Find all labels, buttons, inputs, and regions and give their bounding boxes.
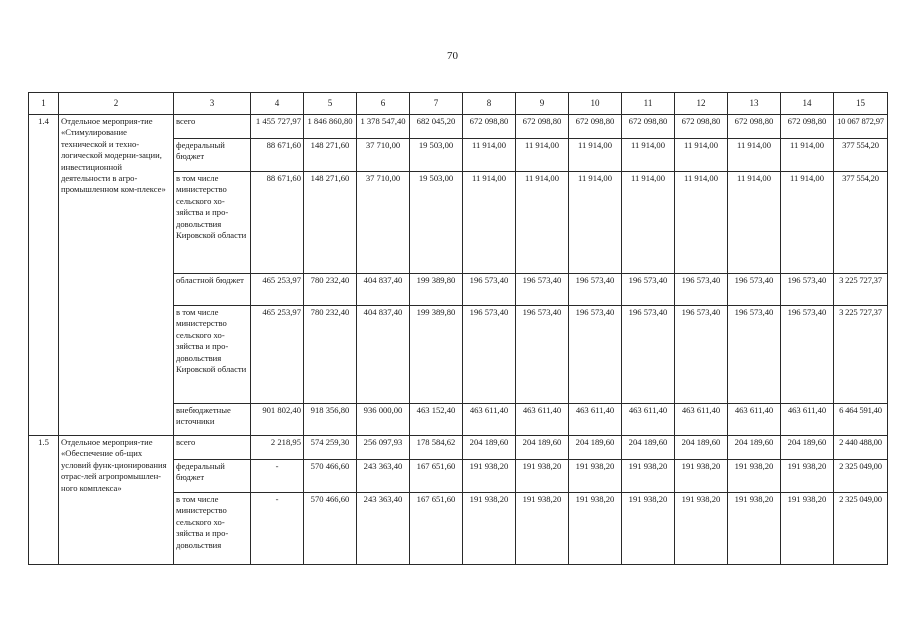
amount-cell: 148 271,60 bbox=[304, 172, 357, 274]
amount-cell: 204 189,60 bbox=[781, 436, 834, 460]
amount-cell: 191 938,20 bbox=[569, 493, 622, 565]
amount-cell: 463 611,40 bbox=[463, 404, 516, 436]
amount-cell: 196 573,40 bbox=[463, 306, 516, 404]
measure-code: 1.5 bbox=[29, 436, 59, 565]
amount-cell: 191 938,20 bbox=[622, 460, 675, 493]
amount-cell: 204 189,60 bbox=[463, 436, 516, 460]
amount-cell: 404 837,40 bbox=[357, 306, 410, 404]
amount-cell: 11 914,00 bbox=[622, 139, 675, 172]
amount-cell: 463 611,40 bbox=[622, 404, 675, 436]
amount-cell: 243 363,40 bbox=[357, 460, 410, 493]
amount-cell: 196 573,40 bbox=[781, 306, 834, 404]
amount-cell: 196 573,40 bbox=[675, 306, 728, 404]
amount-cell: 204 189,60 bbox=[675, 436, 728, 460]
amount-cell: 463 611,40 bbox=[675, 404, 728, 436]
table-row bbox=[29, 115, 888, 139]
header-cell: 4 bbox=[251, 93, 304, 115]
amount-cell: 37 710,00 bbox=[357, 139, 410, 172]
amount-cell: 11 914,00 bbox=[781, 139, 834, 172]
amount-cell: 574 259,30 bbox=[304, 436, 357, 460]
amount-cell: 1 846 860,80 bbox=[304, 115, 357, 139]
amount-cell: 570 466,60 bbox=[304, 460, 357, 493]
amount-cell: 1 455 727,97 bbox=[251, 115, 304, 139]
amount-cell: 2 325 049,00 bbox=[834, 460, 888, 493]
amount-cell: 465 253,97 bbox=[251, 306, 304, 404]
amount-cell: 196 573,40 bbox=[728, 274, 781, 306]
measure-description: Отдельное мероприя-тие «Стимулирование технической и техно-логической модерни-зации, инвестиционной деятельности в агро-промышленном ком-плексе» bbox=[59, 115, 174, 436]
header-cell: 10 bbox=[569, 93, 622, 115]
amount-cell: 11 914,00 bbox=[781, 172, 834, 274]
amount-cell: 11 914,00 bbox=[622, 172, 675, 274]
header-cell: 13 bbox=[728, 93, 781, 115]
page-number: 70 bbox=[447, 50, 458, 62]
amount-cell: 11 914,00 bbox=[675, 172, 728, 274]
amount-cell: 11 914,00 bbox=[728, 172, 781, 274]
amount-cell: 11 914,00 bbox=[516, 172, 569, 274]
funding-source: федеральный бюджет bbox=[174, 460, 251, 493]
amount-cell: 191 938,20 bbox=[675, 460, 728, 493]
amount-cell: 672 098,80 bbox=[569, 115, 622, 139]
amount-cell: 196 573,40 bbox=[728, 306, 781, 404]
amount-cell: 243 363,40 bbox=[357, 493, 410, 565]
amount-cell: 10 067 872,97 bbox=[834, 115, 888, 139]
amount-cell: 204 189,60 bbox=[728, 436, 781, 460]
amount-cell: 570 466,60 bbox=[304, 493, 357, 565]
table-body bbox=[29, 93, 888, 565]
amount-cell: 672 098,80 bbox=[675, 115, 728, 139]
amount-cell: 11 914,00 bbox=[463, 139, 516, 172]
amount-cell: 11 914,00 bbox=[516, 139, 569, 172]
amount-cell: 191 938,20 bbox=[569, 460, 622, 493]
amount-cell: 6 464 591,40 bbox=[834, 404, 888, 436]
amount-cell: 672 098,80 bbox=[728, 115, 781, 139]
amount-cell: 19 503,00 bbox=[410, 172, 463, 274]
header-cell: 2 bbox=[59, 93, 174, 115]
amount-cell: 2 440 488,00 bbox=[834, 436, 888, 460]
amount-cell: 256 097,93 bbox=[357, 436, 410, 460]
amount-cell: 196 573,40 bbox=[516, 274, 569, 306]
amount-cell: 199 389,80 bbox=[410, 274, 463, 306]
amount-cell: 672 098,80 bbox=[516, 115, 569, 139]
header-cell: 5 bbox=[304, 93, 357, 115]
amount-cell: 463 611,40 bbox=[728, 404, 781, 436]
amount-cell: 463 611,40 bbox=[516, 404, 569, 436]
amount-cell: 204 189,60 bbox=[569, 436, 622, 460]
amount-cell: 2 218,95 bbox=[251, 436, 304, 460]
amount-cell: 11 914,00 bbox=[463, 172, 516, 274]
amount-cell: 1 378 547,40 bbox=[357, 115, 410, 139]
amount-cell: 11 914,00 bbox=[569, 172, 622, 274]
amount-cell: 3 225 727,37 bbox=[834, 306, 888, 404]
header-cell: 11 bbox=[622, 93, 675, 115]
amount-cell: 2 325 049,00 bbox=[834, 493, 888, 565]
amount-cell: 196 573,40 bbox=[569, 306, 622, 404]
amount-cell: 780 232,40 bbox=[304, 306, 357, 404]
header-cell: 15 bbox=[834, 93, 888, 115]
amount-cell: 780 232,40 bbox=[304, 274, 357, 306]
measure-code: 1.4 bbox=[29, 115, 59, 436]
amount-cell: 936 000,00 bbox=[357, 404, 410, 436]
amount-cell: 463 152,40 bbox=[410, 404, 463, 436]
funding-source: всего bbox=[174, 115, 251, 139]
funding-source: внебюджетные источники bbox=[174, 404, 251, 436]
header-cell: 3 bbox=[174, 93, 251, 115]
amount-cell: 377 554,20 bbox=[834, 139, 888, 172]
amount-cell: 191 938,20 bbox=[463, 493, 516, 565]
amount-cell: 204 189,60 bbox=[516, 436, 569, 460]
header-row bbox=[29, 93, 888, 115]
amount-cell: - bbox=[251, 460, 304, 493]
measure-description: Отдельное мероприя-тие «Обеспечение об-щих условий функ-ционирования отрас-лей агропромышлен-ного комплекса» bbox=[59, 436, 174, 565]
amount-cell: 901 802,40 bbox=[251, 404, 304, 436]
amount-cell: 196 573,40 bbox=[622, 274, 675, 306]
amount-cell: - bbox=[251, 493, 304, 565]
amount-cell: 672 098,80 bbox=[781, 115, 834, 139]
funding-source: в том числе министерство сельского хо-зяйства и про-довольствия Кировской области bbox=[174, 306, 251, 404]
amount-cell: 463 611,40 bbox=[781, 404, 834, 436]
amount-cell: 167 651,60 bbox=[410, 460, 463, 493]
amount-cell: 682 045,20 bbox=[410, 115, 463, 139]
amount-cell: 199 389,80 bbox=[410, 306, 463, 404]
amount-cell: 178 584,62 bbox=[410, 436, 463, 460]
amount-cell: 3 225 727,37 bbox=[834, 274, 888, 306]
amount-cell: 11 914,00 bbox=[675, 139, 728, 172]
amount-cell: 191 938,20 bbox=[516, 460, 569, 493]
amount-cell: 191 938,20 bbox=[728, 460, 781, 493]
amount-cell: 404 837,40 bbox=[357, 274, 410, 306]
amount-cell: 191 938,20 bbox=[622, 493, 675, 565]
amount-cell: 196 573,40 bbox=[675, 274, 728, 306]
amount-cell: 19 503,00 bbox=[410, 139, 463, 172]
amount-cell: 167 651,60 bbox=[410, 493, 463, 565]
amount-cell: 377 554,20 bbox=[834, 172, 888, 274]
amount-cell: 196 573,40 bbox=[781, 274, 834, 306]
amount-cell: 148 271,60 bbox=[304, 139, 357, 172]
amount-cell: 672 098,80 bbox=[463, 115, 516, 139]
header-cell: 9 bbox=[516, 93, 569, 115]
amount-cell: 191 938,20 bbox=[781, 493, 834, 565]
amount-cell: 191 938,20 bbox=[516, 493, 569, 565]
amount-cell: 672 098,80 bbox=[622, 115, 675, 139]
amount-cell: 11 914,00 bbox=[728, 139, 781, 172]
header-cell: 12 bbox=[675, 93, 728, 115]
header-cell: 7 bbox=[410, 93, 463, 115]
amount-cell: 88 671,60 bbox=[251, 139, 304, 172]
budget-table bbox=[28, 92, 888, 565]
funding-source: в том числе министерство сельского хо-зяйства и про-довольствия Кировской области bbox=[174, 172, 251, 274]
funding-source: федеральный бюджет bbox=[174, 139, 251, 172]
amount-cell: 196 573,40 bbox=[622, 306, 675, 404]
amount-cell: 191 938,20 bbox=[463, 460, 516, 493]
funding-source: всего bbox=[174, 436, 251, 460]
funding-source: в том числе министерство сельского хо-зяйства и про-довольствия bbox=[174, 493, 251, 565]
amount-cell: 191 938,20 bbox=[728, 493, 781, 565]
amount-cell: 191 938,20 bbox=[781, 460, 834, 493]
amount-cell: 11 914,00 bbox=[569, 139, 622, 172]
header-cell: 1 bbox=[29, 93, 59, 115]
amount-cell: 191 938,20 bbox=[675, 493, 728, 565]
amount-cell: 196 573,40 bbox=[463, 274, 516, 306]
amount-cell: 204 189,60 bbox=[622, 436, 675, 460]
amount-cell: 196 573,40 bbox=[516, 306, 569, 404]
amount-cell: 37 710,00 bbox=[357, 172, 410, 274]
funding-source: областной бюджет bbox=[174, 274, 251, 306]
header-cell: 14 bbox=[781, 93, 834, 115]
header-cell: 6 bbox=[357, 93, 410, 115]
amount-cell: 918 356,80 bbox=[304, 404, 357, 436]
amount-cell: 463 611,40 bbox=[569, 404, 622, 436]
table-row bbox=[29, 436, 888, 460]
amount-cell: 88 671,60 bbox=[251, 172, 304, 274]
header-cell: 8 bbox=[463, 93, 516, 115]
amount-cell: 465 253,97 bbox=[251, 274, 304, 306]
amount-cell: 196 573,40 bbox=[569, 274, 622, 306]
